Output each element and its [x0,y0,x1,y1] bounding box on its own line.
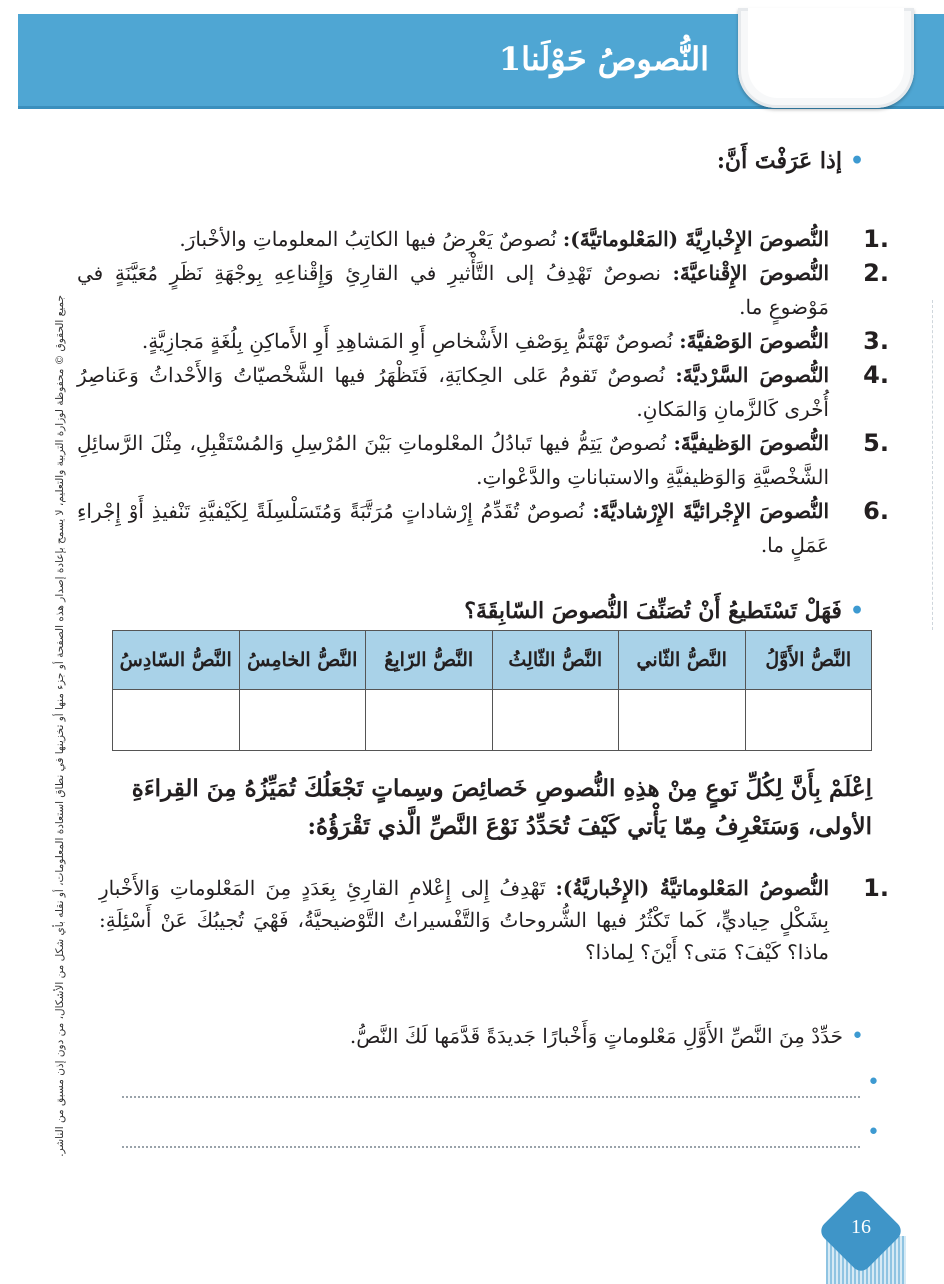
definition-item [77,426,889,494]
item-number: 1. [863,225,889,253]
definition-term: النُّصوصَ الإِجْرائيَّةَ الإِرْشاديَّةَ: [592,499,830,523]
bullet-icon: • [849,598,864,624]
table-header-cell: النَّصُّ الثّالِثُ [492,631,619,690]
classification-table [112,630,872,751]
table-header-cell: النَّصُّ الرّابِعُ [366,631,493,690]
definition-term: النُّصوصَ الإِقْناعيَّةَ: [672,261,830,285]
item-number: 1. [863,874,889,902]
info-list [99,872,889,968]
intro-text: إذا عَرَفْتَ أَنَّ: [716,148,842,174]
answer-line[interactable] [122,1076,860,1098]
definition-term: النُّصوصَ السَّرْديَّةَ: [675,363,830,387]
definition-text: نُصوصٌ تَقومُ عَلى الحِكايَةِ، فَتَظْهَرُ فيها الشَّخْصيّاتُ وَالأَحْداثُ وَعَناصِرُ أُخْرى كَالزَّمانِ وَالمَكانِ. [77,363,829,421]
item-number: 6. [863,497,889,525]
definition-item [77,222,889,256]
classification-question [464,598,864,624]
question-text: فَهَلْ تَسْتَطيعُ أَنْ تُصَنِّفَ النُّصوصَ السّابِقَةَ؟ [464,598,842,624]
item-number: 4. [863,361,889,389]
bullet-icon: • [851,1024,864,1049]
definition-term: النُّصوصَ الوَظيفيَّةَ: [673,431,829,455]
definition-item [77,358,889,426]
definition-text: نُصوصٌ تَهْتَمُّ بِوَصْفِ الأَشْخاصِ أَوِ المَشاهِدِ أَوِ الأَماكِنِ بِلُغَةٍ مَجازِيَّةٍ. [141,329,680,353]
answer-cell[interactable] [239,690,366,751]
table-header-cell: النَّصُّ الثّاني [619,631,746,690]
item-number: 3. [863,327,889,355]
table-answer-row [113,690,872,751]
info-item [99,872,889,968]
page-number: 16 [851,1216,871,1238]
header-tab-decoration [738,8,914,108]
intro-heading [717,148,864,174]
item-number: 2. [863,259,889,287]
definition-text: نُصوصٌ تُقَدِّمُ إِرْشاداتٍ مُرَتَّبَةً وَمُتَسَلْسِلَةً لِكَيْفيَّةِ تَنْفيذِ أَوْ إِجْراءِ عَمَلٍ ما. [77,499,829,557]
answer-line[interactable] [122,1126,860,1148]
definition-text: نصوصٌ تَهْدِفُ إلى التَّأْثيرِ في القارِئِ وَإِقْناعِهِ بِوجْهَةِ نَظَرٍ مُعَيَّنَةٍ في مَوْضوعٍ ما. [77,261,829,319]
answer-cell[interactable] [366,690,493,751]
definition-item [77,494,889,562]
definition-term: النُّصوصَ الوَصْفيَّةَ: [679,329,829,353]
table-header-cell: النَّصُّ الأَوَّلُ [745,631,872,690]
definitions-list [77,222,889,562]
note-paragraph: اِعْلَمْ بِأَنَّ لِكُلِّ نَوعٍ مِنْ هذِهِ النُّصوصِ خَصائِصَ وسِماتٍ تَجْعَلُكَ تُمَيِّزُهُ مِنَ القِراءَةِ الأولى، وَسَتَعْرِفُ مِمّا يَأْتي كَيْفَ تُحَدِّدُ نَوْعَ النَّصِّ الَّذي تَقْرَؤُهُ: [131,775,872,840]
info-term: النُّصوصُ المَعْلوماتيَّةُ (الإِخْباريَّةُ): [555,876,830,900]
definition-term: النُّصوصَ الإِخْبارِيَّةَ (المَعْلوماتيَّةَ): [562,227,829,251]
definition-item [77,256,889,324]
copyright-note: جميع الحقوق © محفوظة لوزارة التربية والتعليم، لا يسمح بإعادة إصدار هذه الصفحة أو جزء منها أو تخزينها في نطاق استعادة المعلومات، أو نقله بأي شكل من الأشكال، من دون إذن مسبق من الناشر. [54,295,66,1157]
table-header-cell: النَّصُّ الخامِسُ [239,631,366,690]
info-text: تَهْدِفُ إِلى إِعْلامِ القارِئِ بِعَدَدٍ مِنَ المَعْلوماتِ وَالأَخْبارِ بِشَكْلٍ حِياديٍّ، كَما تَكْثُرُ فيها الشُّروحاتُ وَالتَّفْسيراتُ التَّوْضيحيَّةُ، فَهْيَ تُجيبُكَ عَنْ أَسْئِلَةِ: ماذا؟ كَيْفَ؟ مَتى؟ أَيْنَ؟ لِماذا؟ [99,876,829,964]
table-header-cell: النَّصُّ السّادِسُ [113,631,240,690]
answer-cell[interactable] [113,690,240,751]
task-instruction [350,1024,864,1049]
item-number: 5. [863,429,889,457]
page-title: النُّصوصُ حَوْلَنا1 [498,40,709,78]
definition-item [77,324,889,358]
edge-marks [932,300,939,630]
table-header-row [113,631,872,690]
answer-cell[interactable] [745,690,872,751]
bullet-icon: • [849,148,864,174]
definition-text: نُصوصٌ يَعْرِضُ فيها الكاتِبُ المعلوماتِ والأخْبارَ. [179,227,563,251]
answer-cell[interactable] [492,690,619,751]
task-text: حَدِّدْ مِنَ النَّصِّ الأَوَّلِ مَعْلوماتٍ وَأَخْبارًا جَديدَةً قَدَّمَها لَكَ النَّصُّ. [349,1024,844,1048]
answer-cell[interactable] [619,690,746,751]
definition-text: نُصوصٌ يَتِمُّ فيها تَبادُلُ المعْلوماتِ بَيْنَ المُرْسِلِ وَالمُسْتَقْبِلِ، مِثْلَ الرَّسائِلِ الشَّخْصيَّةِ وَالوَظيفيَّةِ والاستباناتِ والدَّعْواتِ. [77,431,829,489]
